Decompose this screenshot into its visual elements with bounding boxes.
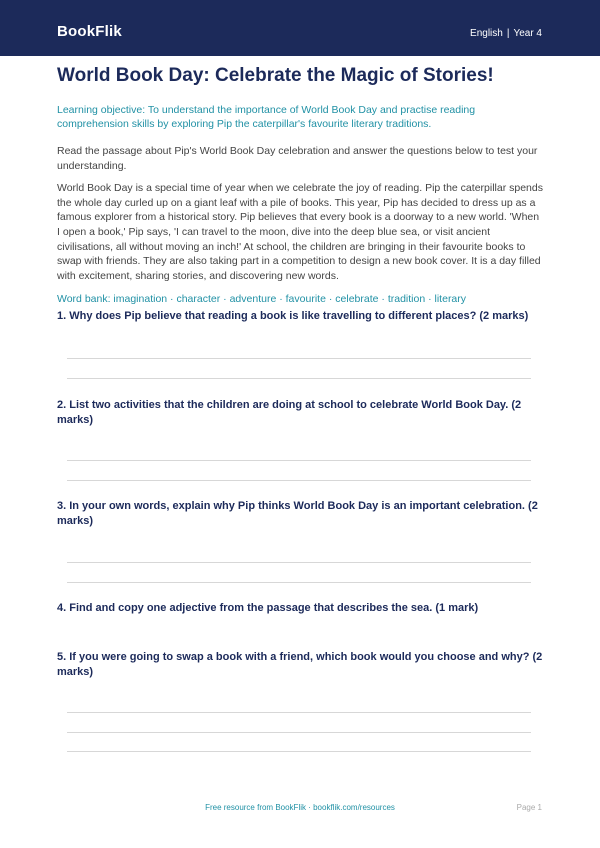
answer-line[interactable]	[67, 480, 531, 481]
header-meta	[470, 28, 542, 39]
page-number: Page 1	[516, 803, 542, 812]
answer-line[interactable]	[67, 378, 531, 379]
learning-objective: Learning objective: To understand the importance of World Book Day and practise reading comprehension skills by exploring Pip the caterpillar's favourite literary traditions.	[57, 104, 476, 130]
answer-line[interactable]	[67, 582, 531, 583]
brand-logo[interactable]: BookFlik	[57, 23, 122, 40]
header-bar	[0, 0, 600, 56]
question-1: 1. Why does Pip believe that reading a book is like travelling to different places? (2 marks)	[57, 310, 529, 322]
subject-label: English	[470, 28, 503, 39]
question-2: 2. List two activities that the children are doing at school to celebrate World Book Day. (2 marks)	[57, 399, 522, 426]
word-bank-word: · literary	[425, 293, 466, 305]
reading-passage: World Book Day is a special time of year when we celebrate the joy of reading. Pip the caterpillar spends the whole day curled up on a giant leaf with a pile of books. This year, Pip has decided to dress up as a famous explorer from a historical story. Pip believes that every book is a doorway to a new world. 'When I open a book,' Pip says, 'I can travel to the moon, dive into the deep blue sea, or visit ancient civilisations, all without moving an inch!' At school, the children are bringing in their favourite books to swap with friends. They are also taking part in a competition to design a new book cover. It is a day filled with excitement, sharing stories, and discovering new words.	[57, 182, 543, 282]
header-separator: |	[506, 28, 510, 39]
answer-line[interactable]	[67, 358, 531, 359]
word-bank-word: · tradition	[378, 293, 425, 305]
word-bank	[57, 293, 544, 305]
answer-line[interactable]	[67, 562, 531, 563]
question-3: 3. In your own words, explain why Pip thinks World Book Day is an important celebration. (2 marks)	[57, 500, 538, 527]
word-bank-word: · character	[167, 293, 220, 305]
word-bank-label: Word bank:	[57, 293, 111, 306]
word-bank-word: imagination	[113, 293, 168, 306]
question-5: 5. If you were going to swap a book with a friend, which book would you choose and why? (2 marks)	[57, 651, 543, 678]
word-bank-word: · celebrate	[326, 293, 379, 305]
footer-credit[interactable]: Free resource from BookFlik · bookflik.com/resources	[205, 803, 395, 812]
word-bank-words	[113, 293, 466, 305]
question-4: 4. Find and copy one adjective from the passage that describes the sea. (1 mark)	[57, 602, 479, 614]
word-bank-word: · favourite	[276, 293, 326, 305]
page-title: World Book Day: Celebrate the Magic of Stories!	[57, 65, 494, 86]
word-bank-word: · adventure	[220, 293, 276, 305]
instructions: Read the passage about Pip's World Book Day celebration and answer the questions below to test your understanding.	[57, 145, 538, 172]
year-label: Year 4	[513, 28, 542, 39]
answer-line[interactable]	[67, 712, 531, 713]
worksheet-content	[57, 64, 544, 305]
answer-line[interactable]	[67, 732, 531, 733]
answer-line[interactable]	[67, 460, 531, 461]
answer-line[interactable]	[67, 751, 531, 752]
